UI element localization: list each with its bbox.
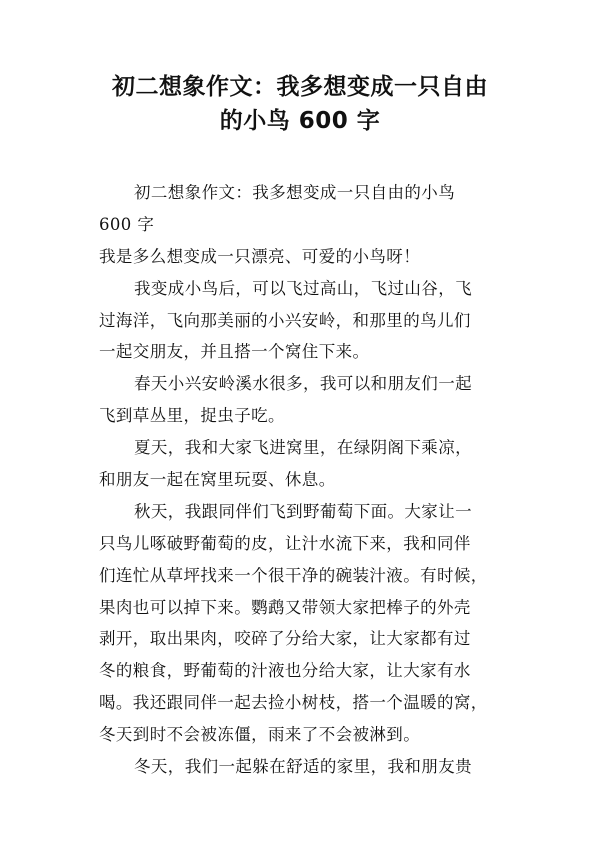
body-line: 飞到草丛里，捉虫子吃。 — [99, 406, 285, 426]
body-line: 我变成小鸟后，可以飞过高山，飞过山谷，飞 — [134, 278, 472, 298]
body-line: 剥开，取出果肉，咬碎了分给大家，让大家都有过 — [99, 629, 471, 649]
body-line: 我是多么想变成一只漂亮、可爱的小鸟呀！ — [99, 246, 421, 266]
article-body — [99, 177, 513, 783]
body-line: 和朋友一起在窝里玩耍、休息。 — [99, 470, 336, 490]
title-line-1: 初二想象作文：我多想变成一只自由 — [112, 74, 488, 100]
body-line: 只鸟儿啄破野葡萄的皮，让汁水流下来，我和同伴 — [99, 533, 471, 553]
body-line: 夏天，我和大家飞进窝里，在绿阴阁下乘凉， — [134, 438, 472, 458]
body-line: 冬天，我们一起躲在舒适的家里，我和朋友贵 — [134, 757, 472, 777]
document-title — [60, 70, 540, 138]
body-line: 喝。我还跟同伴一起去捡小树枝，搭一个温暖的窝， — [99, 693, 488, 713]
body-line: 冬天到时不会被冻僵，雨来了不会被淋到。 — [99, 725, 421, 745]
body-line: 600 字 — [99, 214, 155, 234]
body-line: 初二想象作文：我多想变成一只自由的小鸟 — [134, 183, 456, 202]
body-line: 秋天，我跟同伴们飞到野葡萄下面。大家让一 — [134, 501, 472, 521]
body-line: 过海洋，飞向那美丽的小兴安岭，和那里的鸟儿们 — [99, 310, 471, 330]
body-line: 果肉也可以掉下来。鹦鹉又带领大家把棒子的外壳 — [99, 597, 471, 617]
body-line: 冬的粮食，野葡萄的汁液也分给大家，让大家有水 — [99, 661, 471, 681]
body-line: 们连忙从草坪找来一个很干净的碗装汁液。有时候， — [99, 565, 488, 585]
title-line-2: 的小鸟 600 字 — [219, 108, 381, 134]
body-line: 春天小兴安岭溪水很多，我可以和朋友们一起 — [134, 374, 472, 394]
body-line: 一起交朋友，并且搭一个窝住下来。 — [99, 342, 370, 362]
